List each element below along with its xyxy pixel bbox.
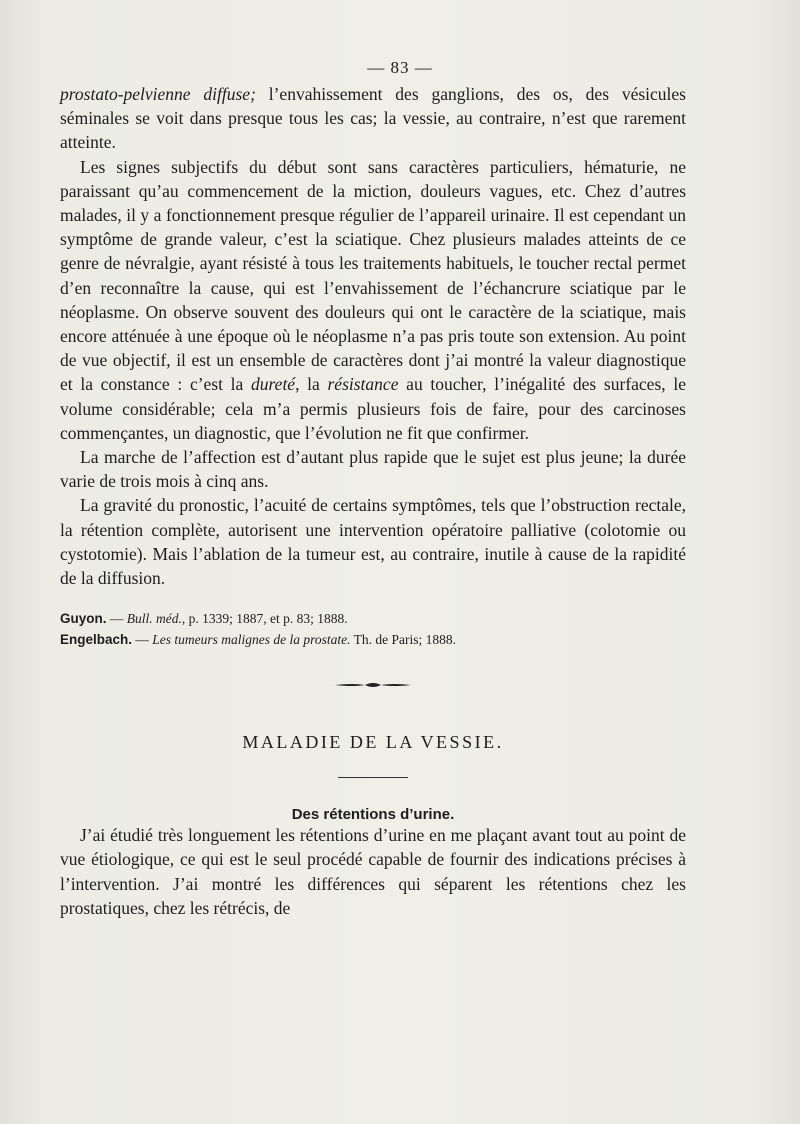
paragraph-3: La marche de l’affection est d’autant plus rapide que le sujet est plus jeune; la durée varie de trois mois à cinq ans. xyxy=(60,447,686,492)
references xyxy=(60,608,686,650)
paragraph-1-text: l’envahissement des ganglions, des os, des vésicules séminales se voit dans presque tous les cas; la vessie, au contraire, n’est que rarement atteinte. xyxy=(60,84,686,153)
italic-resistance: résistance xyxy=(327,374,399,395)
paragraph-2-text-a: Les signes subjectifs du début sont sans caractères particuliers, hématurie, ne paraissant qu’au commencement de la miction, douleurs vagues, etc. Chez d’autres malades, il y a fonctionnement presque régulier de l’appareil urinaire. Il est cependant un symptôme de grande valeur, c’est la sciatique. Chez plusieurs malades atteints de ce genre de névralgie, ayant résisté à tous les traitements habituels, le toucher rectal permet d’en reconnaître la cause, qui est l’envahissement de l’échancrure sciatique par le néoplasme. On observe souvent des douleurs qui ont le caractère de la sciatique, mais encore atténuée à une époque où le néoplasme n’a pas pris toute son extension. Au point de vue objectif, il est un ensemble de caractères dont j’ai montré la valeur diagnostique et la constance : c’est la xyxy=(60,156,686,395)
paragraph-2-text-c: au toucher, l’inégalité des surfaces, le volume considérable; cela m’a permis plusieurs fois de faire, pour des carcinoses commençantes, un diagnostic, que l’évolution ne fit que confirmer. xyxy=(60,374,686,443)
reference-dash: — xyxy=(132,632,153,648)
page-number: — 83 — xyxy=(367,58,433,77)
reference-title: Les tumeurs malignes de la prostate. xyxy=(152,632,351,648)
chapter-title: MALADIE DE LA VESSIE. xyxy=(242,732,504,753)
reference-rest: Th. de Paris; 1888. xyxy=(350,632,457,648)
title-rule xyxy=(338,777,408,778)
reference-author: Engelbach. xyxy=(60,632,133,648)
reference-rest: , p. 1339; 1887, et p. 83; 1888. xyxy=(181,611,348,627)
reference-title: Bull. méd. xyxy=(126,611,182,627)
reference-guyon xyxy=(60,608,686,629)
reference-author: Guyon. xyxy=(60,611,107,627)
page-body xyxy=(60,82,686,920)
reference-dash: — xyxy=(106,611,127,627)
paragraph-1 xyxy=(60,82,686,155)
section-title: Des rétentions d’urine. xyxy=(291,806,455,824)
italic-durete: dureté xyxy=(251,374,296,395)
paragraph-4: La gravité du pronostic, l’acuité de certains symptômes, tels que l’obstruction rectale, la rétention complète, autorisent une intervention opératoire palliative (colotomie ou cystotomie). Mais l’ablation de la tumeur est, au contraire, inutile à cause de la rapidité de la diffusion. xyxy=(60,495,686,589)
paragraph-5: J’ai étudié très longuement les rétentions d’urine en me plaçant avant tout au point de vue étiologique, ce qui est le seul procédé capable de fournir des indications précises à l’intervention. J’ai montré les différences qui séparent les rétentions chez les prostatiques, chez les rétrécis, de xyxy=(60,825,686,918)
paragraph-2-text-b: , la xyxy=(295,374,328,395)
reference-engelbach xyxy=(60,629,686,650)
paragraph-2 xyxy=(60,155,686,445)
ornament-divider-icon xyxy=(333,680,413,690)
italic-lead: prostato-pelvienne diffuse; xyxy=(60,84,256,104)
